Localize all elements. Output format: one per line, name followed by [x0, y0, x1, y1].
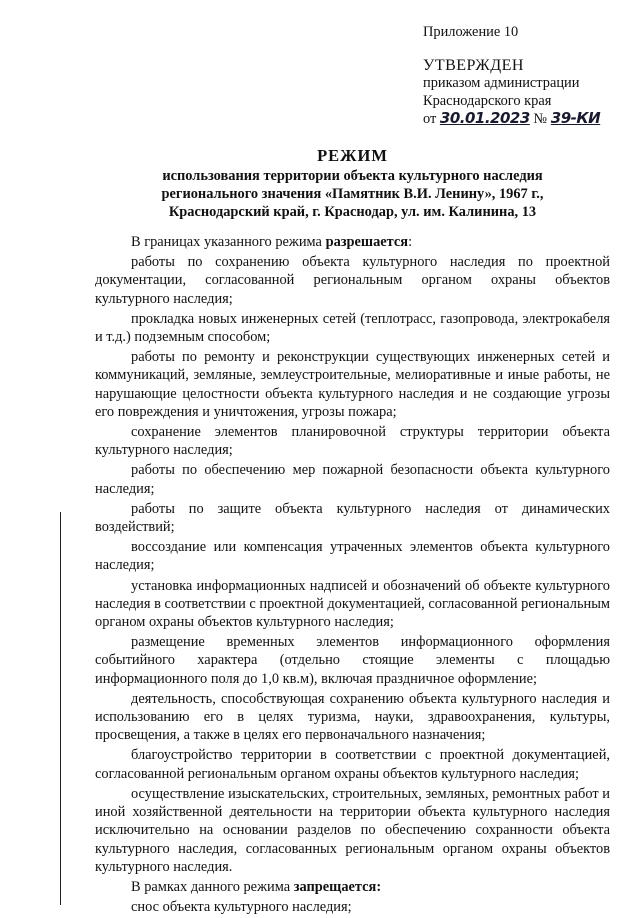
allowed-item: работы по обеспечению мер пожарной безопасности объекта культурного наследия; [95, 462, 610, 497]
allowed-item: установка информационных надписей и обозначений об объекте культурного наследия в соответствии с проектной документацией, согласованной региональным органом охраны объектов культурного наследия; [95, 577, 610, 631]
allowed-item: благоустройство территории в соответствии с проектной документацией, согласованной региональным органом охраны объектов культурного наследия; [95, 747, 610, 782]
scan-margin-line [60, 512, 61, 905]
allowed-intro-text: В границах указанного режима [131, 234, 326, 250]
allowed-intro [95, 233, 610, 251]
allowed-item: работы по ремонту и реконструкции существующих инженерных сетей и коммуникаций, земляные, землеустроительные, мелиоративные и иные работы, не нарушающие целостности объекта культурного наследия и не создающие угрозы его повреждения и уничтожения, угрозы пожара; [95, 349, 610, 420]
title-line-1: использования территории объекта культурного наследия [162, 168, 543, 184]
prohibited-intro-keyword: запрещается: [293, 878, 382, 895]
approved-label: УТВЕРЖДЕН [423, 56, 524, 74]
document-title [95, 146, 610, 221]
order-line-2: Краснодарского края [423, 92, 552, 109]
allowed-intro-colon: : [408, 234, 413, 250]
title-line-3: Краснодарский край, г. Краснодар, ул. им. Калинина, 13 [168, 204, 537, 220]
title-heading: РЕЖИМ [317, 146, 388, 165]
date-prefix: от [423, 111, 437, 127]
allowed-item: воссоздание или компенсация утраченных элементов объекта культурного наследия; [95, 539, 610, 574]
handwritten-date: 30.01.2023 [439, 109, 530, 127]
prohibited-intro-text: В рамках данного режима [131, 878, 294, 895]
allowed-item: деятельность, способствующая сохранению объекта культурного наследия и использованию его в целях туризма, науки, здравоохранения, культуры, просвещения, а также в целях его первоначального назначения; [95, 690, 610, 744]
prohibited-intro [95, 878, 610, 896]
approval-stamp [423, 24, 633, 129]
allowed-item: работы по защите объекта культурного наследия от динамических воздействий; [95, 500, 610, 536]
allowed-item: размещение временных элементов информационного оформления событийного характера (отдельно стоящие элементы с площадью информационного поля до 1,0 кв.м), включая праздничное оформление; [95, 634, 610, 687]
allowed-item: прокладка новых инженерных сетей (теплотрасс, газопровода, электрокабеля и т.д.) подземным способом; [95, 310, 610, 346]
allowed-item: осуществление изыскательских, строительных, земляных, ремонтных работ и иной хозяйственной деятельности на территории объекта культурного наследия исключительно на основании разделов по обеспечению сохранности объекта культурного наследия, согласованных региональным органом охраны объектов культурного наследия. [95, 785, 610, 875]
title-line-2: регионального значения «Памятник В.И. Ленину», 1967 г., [161, 186, 544, 202]
prohibited-item: снос объекта культурного наследия; [131, 899, 352, 916]
allowed-item: работы по сохранению объекта культурного наследия по проектной документации, согласованной региональным органом охраны объектов культурного наследия; [95, 254, 610, 307]
annex-number: Приложение 10 [423, 24, 519, 40]
order-date-line [423, 110, 633, 129]
number-prefix: № [533, 111, 548, 127]
allowed-item: сохранение элементов планировочной структуры территории объекта культурного наследия; [95, 424, 610, 459]
order-line-1: приказом администрации [423, 75, 580, 91]
allowed-intro-keyword: разрешается [325, 234, 409, 250]
handwritten-number: 39-КИ [550, 109, 601, 127]
document-body [95, 233, 610, 918]
